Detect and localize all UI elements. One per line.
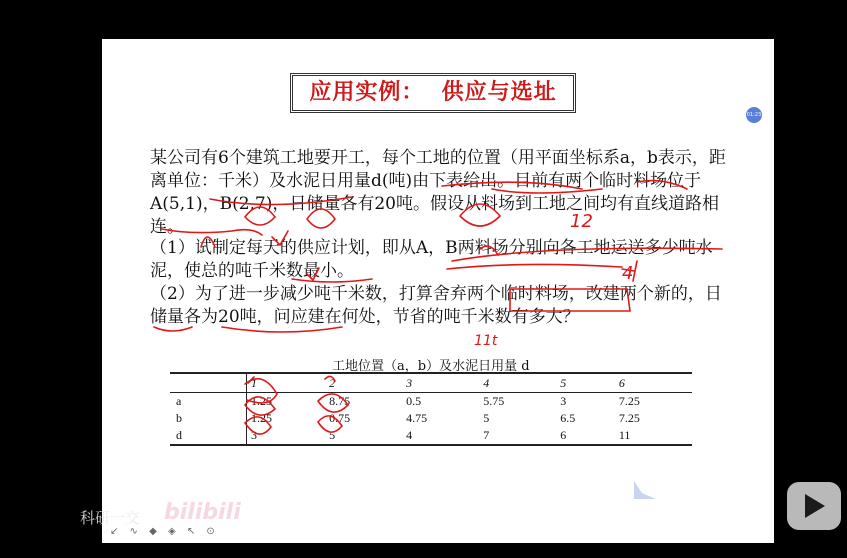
table-header-row — [170, 373, 692, 393]
table-cell: 4 — [402, 427, 479, 445]
table-row — [170, 393, 692, 411]
ink-note-4: 4 — [622, 263, 634, 284]
ink-note-12: 12 — [570, 211, 593, 232]
table-header-cell: 6 — [615, 373, 692, 393]
table-row — [170, 427, 692, 445]
table-caption: 工地位置（a，b）及水泥日用量 d — [332, 359, 530, 374]
pen-toolbar[interactable]: ↙ ∿ ◆ ◈ ↖ ⊙ — [110, 526, 219, 537]
table-header-cell — [170, 373, 247, 393]
problem-paragraph-3: （2）为了进一步减少吨千米数，打算舍弃两个临时料场，改建两个新的，日储量各为20吨，问应建在何处，节省的吨千米数有多大？ — [150, 284, 722, 327]
table-header-cell: 5 — [556, 373, 615, 393]
table-cell: 4.75 — [406, 411, 428, 425]
problem-paragraph-1: 某公司有6个建筑工地要开工，每个工地的位置（用平面坐标系a，b表示，距离单位：千米）及水泥日用量d(吨)由下表给出。目前有两个临时料场位于A(5,1)，B(2,7)，日储量各有20吨。假设从料场到工地之间均有直线道路相连。 — [150, 148, 726, 237]
table-cell: 3 — [247, 427, 326, 445]
slide-canvas — [102, 39, 774, 543]
ink-note-11t: 11t — [474, 333, 498, 349]
table-cell: 0.75 — [329, 411, 351, 425]
table-cell: 7 — [479, 427, 556, 445]
site-data-table — [170, 372, 692, 446]
table-cell: 7.25 — [618, 411, 640, 425]
bilibili-tv-icon — [783, 474, 845, 536]
table-cell: 5 — [325, 427, 402, 445]
table-cell: 11 — [615, 427, 692, 445]
table-cell: 7.25 — [618, 394, 640, 408]
table-cell: 1.25 — [251, 394, 272, 408]
table-cell: a — [170, 393, 247, 411]
table-cell: 1.25 — [251, 411, 272, 425]
table-header-cell: 2 — [325, 373, 402, 393]
table-cell: 5.75 — [483, 394, 505, 408]
table-cell: 6 — [556, 427, 615, 445]
table-cell: 0.5 — [406, 394, 422, 408]
table-cell: 8.75 — [329, 394, 351, 408]
table-row — [170, 410, 692, 427]
table-cell: b — [170, 410, 247, 427]
table-header-cell: 4 — [479, 373, 556, 393]
slide-title: 应用实例： 供应与选址 — [290, 73, 576, 113]
table-cell: 6.5 — [560, 411, 576, 425]
problem-paragraph-2: （1）试制定每天的供应计划，即从A，B两料场分别向各工地运送多少吨水泥，使总的吨千米数最小。 — [150, 238, 713, 281]
table-header-cell: 3 — [402, 373, 479, 393]
bilibili-watermark-logo: bilibili — [164, 500, 241, 525]
watermark-text: 科研一交 — [80, 509, 141, 527]
table-cell: d — [170, 427, 247, 445]
timestamp-badge: 01:23 — [746, 107, 762, 123]
table-header-cell: 1 — [247, 373, 326, 393]
table-cell: 3 — [560, 394, 567, 408]
table-cell: 5 — [483, 411, 490, 425]
next-slide-arrow-icon[interactable] — [632, 479, 658, 501]
